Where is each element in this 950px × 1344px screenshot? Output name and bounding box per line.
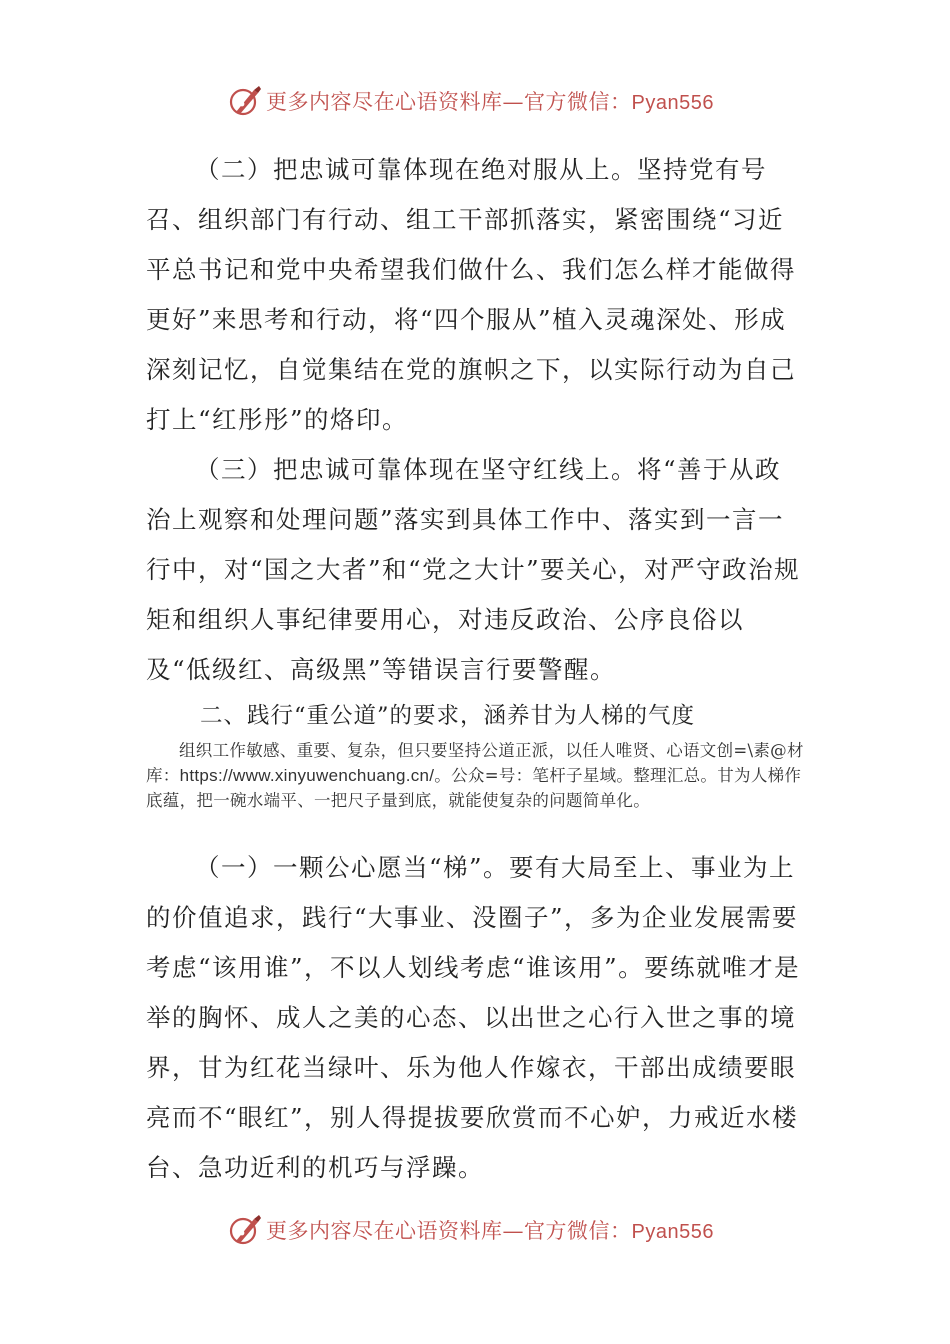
header-banner-text: 更多内容尽在心语资料库—官方微信：Pyan556	[266, 90, 714, 114]
source-note	[146, 738, 806, 813]
wechat-id: Pyan556	[631, 92, 714, 114]
paragraph-4	[146, 843, 806, 1193]
footer-banner[interactable]	[228, 1210, 728, 1250]
paragraph-text: （二）把忠诚可靠体现在绝对服从上。坚持党有号召、组织部门有行动、组工干部抓落实，紧密围绕“习近平总书记和党中央希望我们做什么、我们怎么样才能做得更好”来思考和行动，将“四个服从”植入灵魂深处、形成深刻记忆，自觉集结在党的旗帜之下，以实际行动为自己打上“红彤彤”的烙印。	[146, 155, 796, 434]
pen-nib-logo-icon	[228, 1213, 262, 1247]
header-banner[interactable]	[228, 81, 728, 121]
pen-nib-logo-icon	[228, 84, 262, 118]
wechat-id: Pyan556	[631, 1221, 714, 1243]
paragraph-text: （一）一颗公心愿当“梯”。要有大局至上、事业为上的价值追求，践行“大事业、没圈子”，多为企业发展需要考虑“该用谁”，不以人划线考虑“谁该用”。要练就唯才是举的胸怀、成人之美的心态、以出世之心行入世之事的境界，甘为红花当绿叶、乐为他人作嫁衣，干部出成绩要眼亮而不“眼红”，别人得提拔要欣赏而不心妒，力戒近水楼台、急功近利的机巧与浮躁。	[146, 853, 801, 1182]
source-url[interactable]: https://www.xinyuwenchuang.cn/	[179, 766, 435, 785]
paragraph-text: （三）把忠诚可靠体现在坚守红线上。将“善于从政治上观察和处理问题”落实到具体工作中、落实到一言一行中，对“国之大者”和“党之大计”要关心，对严守政治规矩和组织人事纪律要用心，对违反政治、公序良俗以及“低级红、高级黑”等错误言行要警醒。	[146, 455, 801, 684]
paragraph-3	[146, 445, 806, 695]
heading-text: 二、践行“重公道”的要求，涵养甘为人梯的气度	[200, 703, 696, 729]
paragraph-2	[146, 145, 806, 445]
footer-banner-text: 更多内容尽在心语资料库—官方微信：Pyan556	[266, 1219, 714, 1243]
source-note-text: 组织工作敏感、重要、复杂，但只要坚持公道正派，以任人唯贤、心语文创=\素@材库：https://www.xinyuwenchuang.cn/。公众=号：笔杆子星域。整理汇总。甘为人梯作底蕴，把一碗水端平、一把尺子量到底，就能使复杂的问题简单化。	[146, 741, 804, 810]
section-heading	[146, 693, 806, 739]
